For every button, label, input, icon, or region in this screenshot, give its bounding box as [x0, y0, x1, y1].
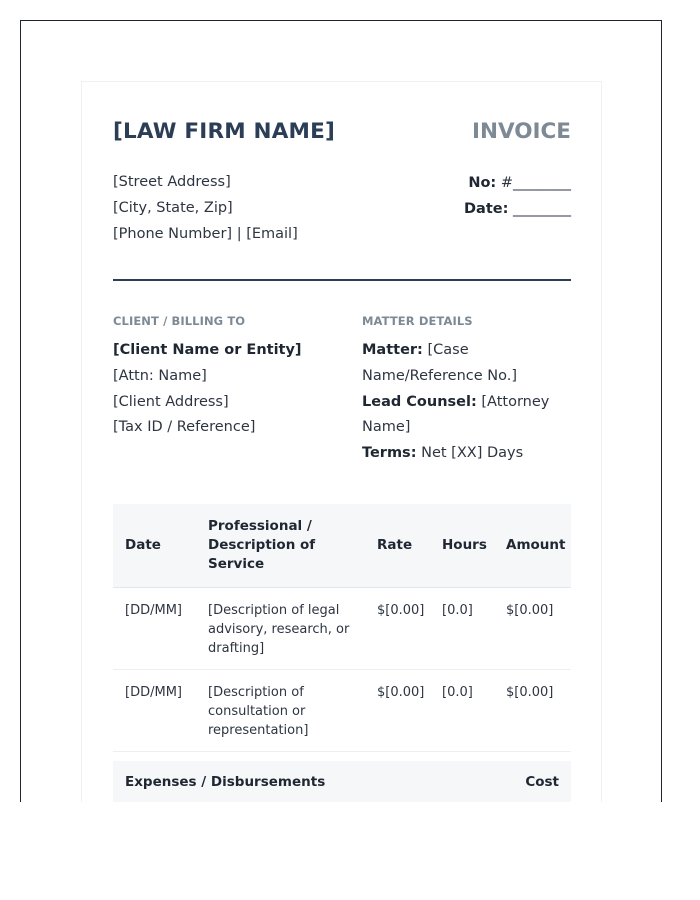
client-billing-block [113, 314, 343, 441]
header-description: Professional / Description of Service [208, 518, 316, 572]
street-address: [Street Address] [113, 174, 231, 190]
invoice-meta [464, 170, 571, 222]
lead-counsel-label: Lead Counsel: [362, 393, 477, 410]
row-description: [Description of legal advisory, research, or drafting] [196, 588, 365, 670]
header-amount: Amount [506, 537, 566, 553]
row-description: [Description of consultation or representation] [196, 670, 365, 752]
invoice-number-label: No: [468, 175, 497, 191]
matter-label: Matter: [362, 342, 423, 358]
client-address: [Client Address] [113, 393, 229, 410]
terms-line [362, 441, 572, 467]
city-state-zip: [City, State, Zip] [113, 199, 233, 216]
table-row [113, 588, 571, 670]
header-hours: Hours [442, 537, 487, 553]
invoice-page [81, 81, 602, 802]
invoice-date-label: Date: [464, 201, 509, 217]
client-section-label: CLIENT / BILLING TO [113, 314, 246, 328]
phone-email: [Phone Number] | [Email] [113, 225, 298, 242]
row-amount: $[0.00] [494, 588, 571, 670]
matter-details [362, 338, 572, 467]
row-hours: [0.0] [430, 670, 494, 752]
header-rate: Rate [377, 537, 413, 553]
client-attn: [Attn: Name] [113, 367, 207, 384]
row-date: [DD/MM] [113, 670, 196, 752]
row-hours: [0.0] [430, 588, 494, 670]
row-rate: $[0.00] [365, 670, 430, 752]
invoice-date [464, 196, 571, 222]
document-frame [20, 20, 662, 802]
client-name: [Client Name or Entity] [113, 342, 302, 358]
matter-details-block [362, 314, 572, 467]
header-divider [113, 279, 571, 281]
expenses-cost-label: Cost [525, 774, 559, 790]
firm-name: [LAW FIRM NAME] [113, 119, 336, 144]
terms-value: Net [XX] Days [421, 445, 524, 462]
row-date: [DD/MM] [113, 588, 196, 670]
row-amount: $[0.00] [494, 670, 571, 752]
firm-address [113, 170, 298, 247]
header-date: Date [125, 537, 161, 553]
matter-value: [Case Name/Reference No.] [362, 342, 518, 384]
expenses-label: Expenses / Disbursements [125, 774, 326, 790]
services-table-header [113, 504, 571, 588]
invoice-number-value: #________ [500, 175, 571, 191]
services-table-area [113, 504, 571, 752]
matter-section-label: MATTER DETAILS [362, 314, 473, 328]
client-tax-id: [Tax ID / Reference] [113, 419, 256, 436]
terms-label: Terms: [362, 445, 417, 462]
expenses-table-header [113, 761, 571, 802]
lead-counsel-line [362, 390, 572, 442]
invoice-date-value: ________ [513, 201, 571, 217]
services-table [113, 504, 571, 752]
invoice-title: INVOICE [472, 119, 571, 144]
lead-counsel-value: [Attorney Name] [362, 393, 550, 436]
table-row [113, 670, 571, 752]
row-rate: $[0.00] [365, 588, 430, 670]
matter-line [362, 338, 572, 390]
invoice-number [464, 170, 571, 196]
client-details [113, 338, 343, 441]
